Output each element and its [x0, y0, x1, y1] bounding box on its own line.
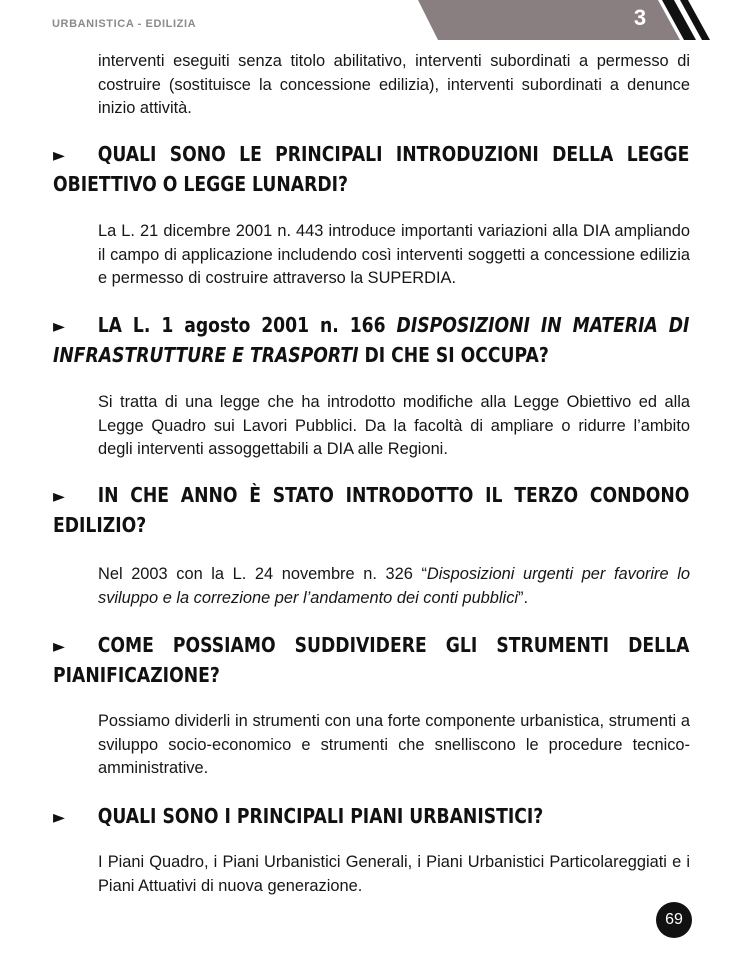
page-number-badge: 69 [656, 902, 692, 938]
answer-1: La L. 21 dicembre 2001 n. 443 introduce importanti variazioni alla DIA ampliando il campo di applicazione includendo così interventi soggetti a concessione edilizia e permesso di costruire attraverso la SUPERDIA. [98, 222, 690, 287]
intro-paragraph: interventi eseguiti senza titolo abilitativo, interventi subordinati a permesso di costruire (sostituisce la concessione edilizia), interventi subordinati a denunce inizio attività. [98, 52, 690, 117]
arrow-icon: ► [53, 636, 65, 657]
chapter-tab [418, 0, 744, 40]
answer-3-part2: ”. [518, 588, 529, 607]
question-4-text: COME POSSIAMO SUDDIVIDERE GLI STRUMENTI DELLA PIANIFICAZIONE? [53, 633, 690, 687]
answer-2: Si tratta di una legge che ha introdotto modifiche alla Legge Obiettivo ed alla Legge Quadro sui Lavori Pubblici. Da la facoltà di ampliare o ridurre l’ambito degli interventi assoggettabili a DIA alle Regioni. [98, 393, 690, 458]
arrow-icon: ► [53, 145, 65, 166]
question-5 [53, 802, 689, 832]
question-2-text-part2: DI CHE SI OCCUPA? [364, 343, 549, 367]
answer-5: I Piani Quadro, i Piani Urbanistici Generali, i Piani Urbanistici Particolareggiati e i Piani Attuativi di nuova generazione. [98, 853, 690, 895]
answer-3-part1: Nel 2003 con la L. 24 novembre n. 326 “ [98, 565, 427, 583]
question-2-text-italic: DISPOSIZIONI IN MATERIA DI INFRASTRUTTURE E TRASPORTI [53, 313, 690, 367]
answer-3-italic: Disposizioni urgenti per favorire lo sviluppo e la correzione per l’andamento dei conti pubblici [98, 565, 690, 607]
answer-4: Possiamo dividerli in strumenti con una forte componente urbanistica, strumenti a sviluppo socio-economico e strumenti che snelliscono le procedure tecnico-amministrative. [98, 712, 690, 777]
question-1-text: QUALI SONO LE PRINCIPALI INTRODUZIONI DELLA LEGGE OBIETTIVO O LEGGE LUNARDI? [53, 142, 690, 196]
question-3 [53, 481, 689, 540]
question-2-text-part1: LA L. 1 agosto 2001 n. 166 [97, 313, 386, 337]
arrow-icon: ► [53, 807, 65, 828]
arrow-icon: ► [53, 486, 65, 507]
question-4 [53, 631, 689, 690]
question-3-text: IN CHE ANNO È STATO INTRODOTTO IL TERZO CONDONO EDILIZIO? [53, 483, 690, 537]
answer-3 [98, 563, 690, 610]
question-1 [53, 140, 689, 199]
arrow-icon: ► [53, 316, 65, 337]
running-title: URBANISTICA - EDILIZIA [52, 18, 197, 30]
question-2 [53, 311, 689, 370]
question-5-text: QUALI SONO I PRINCIPALI PIANI URBANISTICI? [97, 804, 544, 828]
chapter-number: 3 [633, 5, 647, 30]
